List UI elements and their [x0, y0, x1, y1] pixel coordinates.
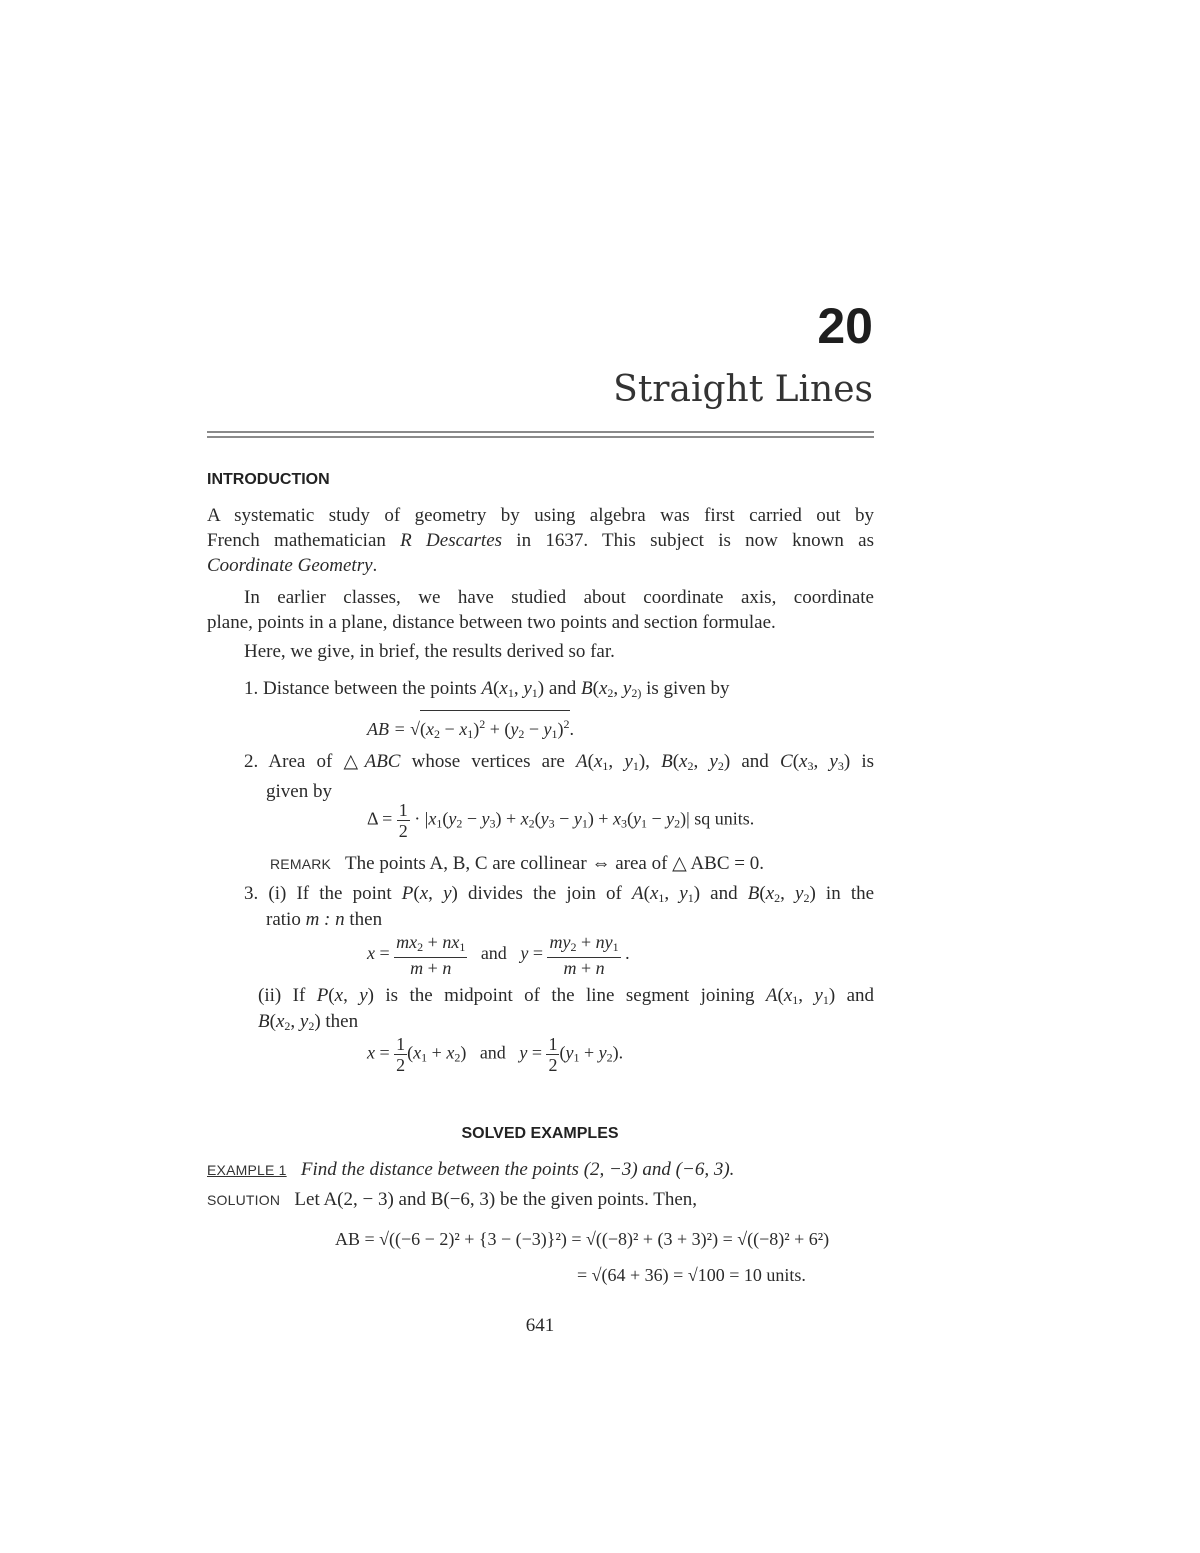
chapter-title: Straight Lines	[613, 369, 873, 410]
header-rule-bottom	[207, 436, 874, 438]
remark-label: REMARK	[270, 856, 332, 872]
page-number: 641	[525, 1315, 555, 1336]
result-3-ii: (ii) If P(x, y) is the midpoint of the line segment joining $A(x_1$, $y_1$) and $B(x_2$, $y_2$) then	[258, 985, 875, 1033]
intro-line-3: Coordinate Geometry.	[207, 555, 378, 576]
distance-formula: AB = $√(x_2 - x_1)^2 + (y_2 - y_1)^2$.	[367, 710, 574, 746]
chapter-number: 20	[817, 298, 873, 354]
solved-examples-heading: SOLVED EXAMPLES	[461, 1125, 619, 1142]
solution-label: SOLUTION	[207, 1192, 281, 1208]
solution-equation-2: = √(64 + 36) = √100 = 10 units.	[577, 1265, 806, 1285]
intro-line-2: French mathematician R Descartes in 1637. This subject is now known as	[207, 530, 874, 551]
area-formula: Δ = $\frac{1}{2}$ · $|x_1(y_2 - y_3) + x_2(y_3 - y_1) + x_3(y_1 - y_2)|$ sq units.	[367, 800, 755, 841]
remark	[270, 851, 764, 877]
remark-text: The points A, B, C are collinear ⇔ area of △ ABC = 0.	[345, 853, 764, 874]
example-text: Find the distance between the points (2, −3) and (−6, 3).	[300, 1159, 735, 1180]
example-label: EXAMPLE 1	[207, 1162, 287, 1178]
intro-paragraph-3: Here, we give, in brief, the results derived so far.	[244, 641, 615, 662]
header-rule-top	[207, 431, 874, 433]
descartes-name: R Descartes	[400, 530, 503, 551]
example-1	[207, 1157, 734, 1183]
intro-line-1: A systematic study of geometry by using algebra was first carried out by	[207, 505, 874, 526]
introduction-heading: INTRODUCTION	[207, 471, 330, 488]
intro-paragraph-1	[207, 503, 874, 578]
result-3-i: 3. (i) If the point P(x, y) divides the join of $A(x_1$, $y_1$) and $B(x_2$, $y_2$) in the ratio m : n then	[244, 883, 875, 930]
solution-text: Let A(2, − 3) and B(−6, 3) be the given points. Then,	[294, 1189, 698, 1210]
intro-paragraph-2: In earlier classes, we have studied about coordinate axis, coordinate plane, points in a plane, distance between two points and section formulae.	[207, 587, 874, 633]
result-2: 2. Area of △ABC whose vertices are $A(x_1$, $y_1$), $B(x_2$, $y_2$) and $C(x_3$, $y_3$) is given by	[244, 751, 875, 802]
solution-equation-1: AB = √((−6 − 2)² + {3 − (−3)}²) = √((−8)² + (3 + 3)²) = √((−8)² + 6²)	[335, 1229, 830, 1249]
midpoint-formula: x = $\frac{1}{2}$ $(x_1 + x_2)$ and y = $\frac{1}{2}$ $(y_1 + y_2)$.	[367, 1034, 624, 1075]
result-1: 1. Distance between the points $A(x_1$, $y_1$) and $B(x_2$, $y_{2)}$ is given by	[244, 678, 730, 700]
solution	[207, 1187, 697, 1213]
section-formula: x = $\frac{mx_2 + nx_1}{m + n}$ and y = $\frac{my_2 + ny_1}{m + n}$ .	[367, 932, 630, 978]
